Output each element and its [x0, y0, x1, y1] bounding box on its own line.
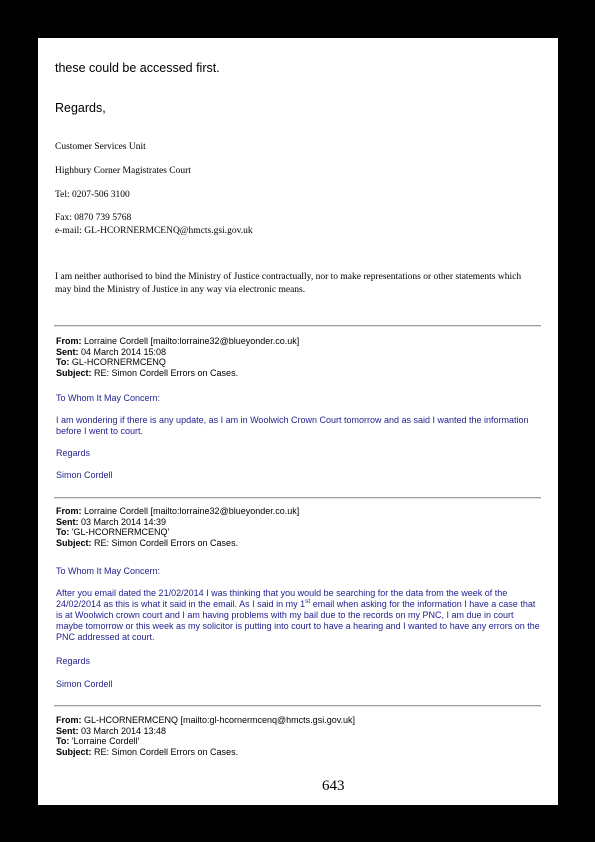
- from-line: From: Lorraine Cordell [mailto:lorraine32@blueyonder.co.uk]: [56, 336, 300, 346]
- email-regards: Regards: [56, 656, 91, 666]
- email-header: [56, 506, 299, 548]
- signature-unit: Customer Services Unit: [55, 142, 146, 152]
- to-line: To: GL-HCORNERMCENQ: [56, 357, 166, 367]
- email-header: [56, 715, 355, 757]
- to-line: To: 'GL-HCORNERMCENQ': [56, 527, 170, 537]
- email-regards: Regards: [56, 448, 91, 458]
- signature-email: e-mail: GL-HCORNERMCENQ@hmcts.gsi.gov.uk: [55, 226, 253, 236]
- separator-line: [54, 497, 541, 499]
- from-line: From: Lorraine Cordell [mailto:lorraine32@blueyonder.co.uk]: [56, 506, 300, 516]
- signature-fax: Fax: 0870 739 5768: [55, 213, 132, 223]
- sent-line: Sent: 03 March 2014 13:48: [56, 725, 167, 736]
- signature-tel: Tel: 0207-506 3100: [55, 190, 130, 200]
- sent-line: Sent: 04 March 2014 15:08: [56, 346, 167, 357]
- email-greeting: To Whom It May Concern:: [56, 393, 161, 403]
- page-number: 643: [322, 778, 345, 794]
- closing-regards: Regards,: [55, 101, 106, 115]
- document-page: [38, 38, 558, 805]
- email-greeting: To Whom It May Concern:: [56, 566, 161, 576]
- email-sender: Simon Cordell: [56, 679, 113, 689]
- subject-line: Subject: RE: Simon Cordell Errors on Cases.: [56, 367, 239, 378]
- from-line: From: GL-HCORNERMCENQ [mailto:gl-hcornermcenq@hmcts.gsi.gov.uk]: [56, 715, 356, 725]
- legal-disclaimer: I am neither authorised to bind the Ministry of Justice contractually, nor to make representations or other statements which may bind the Ministry of Justice in any way via electronic means.: [55, 272, 522, 295]
- separator-line: [54, 705, 541, 707]
- email-header: [56, 336, 299, 378]
- email-sender: Simon Cordell: [56, 470, 113, 480]
- to-line: To: 'Lorraine Cordell': [56, 736, 140, 746]
- email-body: After you email dated the 21/02/2014 I was thinking that you would be searching for the data from the week of the 24/02/2014 as this is what it said in the email. As I said in my 1st email when asking for the information I have a case that is at Woolwich crown court and I am having problems with my bail due to the records on my PNC, I am due in court maybe tomorrow or this week as my solicitor is putting into court to have a hearing and I wanted to have any errors on the PNC addressed at court.: [56, 588, 540, 642]
- closing-line: these could be accessed first.: [55, 61, 220, 75]
- email-body: I am wondering if there is any update, as I am in Woolwich Crown Court tomorrow and as said I wanted the information before I went to court.: [56, 415, 529, 436]
- sent-line: Sent: 03 March 2014 14:39: [56, 516, 167, 527]
- subject-line: Subject: RE: Simon Cordell Errors on Cases.: [56, 746, 239, 757]
- subject-line: Subject: RE: Simon Cordell Errors on Cases.: [56, 537, 239, 548]
- separator-line: [54, 325, 541, 327]
- signature-court: Highbury Corner Magistrates Court: [55, 166, 191, 176]
